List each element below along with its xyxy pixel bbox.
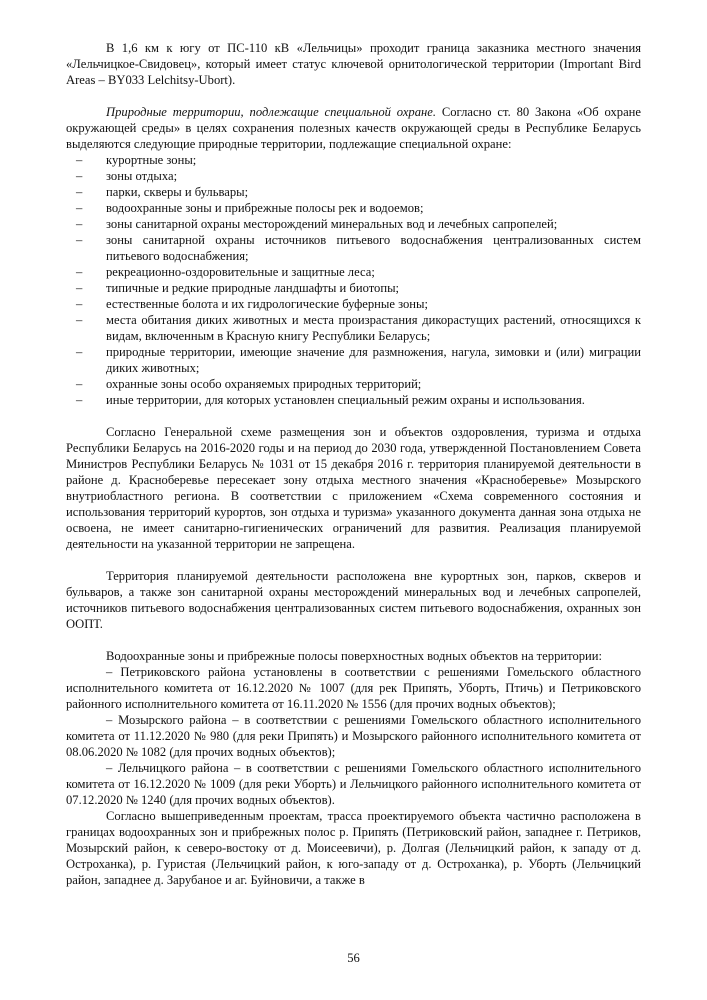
paragraph-mozyr-district: – Мозырского района – в соответствии с решениями Гомельского областного исполнительного комитета от 11.12.2020 № 980 (для реки Припять) и Мозырского районного исполнительного комитета от 08.06.2020 № 1082 (для прочих водных объектов); xyxy=(66,713,641,759)
list-item-text: рекреационно-оздоровительные и защитные леса; xyxy=(106,265,375,279)
spacer xyxy=(66,552,641,568)
list-item xyxy=(66,344,641,376)
list-item-text: иные территории, для которых установлен специальный режим охраны и использования. xyxy=(106,393,585,407)
list-item-text: типичные и редкие природные ландшафты и биотопы; xyxy=(106,281,400,295)
list-item-text: курортные зоны; xyxy=(106,153,197,167)
list-dash: – xyxy=(76,281,83,295)
list-item xyxy=(66,312,641,344)
list-dash: – xyxy=(76,217,83,231)
list-item xyxy=(66,152,641,168)
paragraph-lelchitsy-district: – Лельчицкого района – в соответствии с решениями Гомельского областного исполнительного комитета от 16.12.2020 № 1009 (для реки Уборть) и Лельчицкого районного исполнительного комитета от 07.12.2020 № 1240 (для прочих водных объектов). xyxy=(66,761,641,807)
list-item-text: парки, скверы и бульвары; xyxy=(106,185,249,199)
list-item xyxy=(66,216,641,232)
list-item xyxy=(66,184,641,200)
paragraph-protected-territories xyxy=(66,104,641,152)
paragraph-text: Согласно ст. 80 Закона «Об охране окружающей среды» в целях сохранения полезных качеств окружающей среды в Республике Беларусь выделяются следующие природные территории, подлежащие специальной охране: xyxy=(66,105,641,151)
list-item-text: природные территории, имеющие значение для размножения, нагула, зимовки и (или) миграции диких животных; xyxy=(106,345,641,375)
paragraph-petrikov-district: – Петриковского района установлены в соответствии с решениями Гомельского областного исполнительного комитета от 16.12.2020 № 1007 (для рек Припять, Уборть, Птичь) и Петриковского районного исполнительного комитета от 16.11.2020 № 1556 (для прочих водных объектов); xyxy=(66,665,641,711)
list-item-text: водоохранные зоны и прибрежные полосы рек и водоемов; xyxy=(106,201,424,215)
document-body xyxy=(66,40,641,888)
spacer xyxy=(66,88,641,104)
protected-territories-list xyxy=(66,152,641,408)
list-item-text: места обитания диких животных и места произрастания дикорастущих растений, относящихся к видам, включенным в Красную книгу Республики Беларусь; xyxy=(106,313,641,343)
page-number: 56 xyxy=(347,951,360,965)
italic-heading: Природные территории, подлежащие специальной охране. xyxy=(106,105,437,119)
list-item xyxy=(66,376,641,392)
list-dash: – xyxy=(76,169,83,183)
list-item xyxy=(66,280,641,296)
list-item-text: зоны санитарной охраны месторождений минеральных вод и лечебных сапропелей; xyxy=(106,217,558,231)
list-item xyxy=(66,392,641,408)
list-dash: – xyxy=(76,297,83,311)
list-item xyxy=(66,296,641,312)
list-dash: – xyxy=(76,233,83,247)
list-item-text: охранные зоны особо охраняемых природных территорий; xyxy=(106,377,422,391)
list-item-text: зоны отдыха; xyxy=(106,169,178,183)
list-item xyxy=(66,168,641,184)
list-dash: – xyxy=(76,393,83,407)
paragraph-territory-location: Территория планируемой деятельности расположена вне курортных зон, парков, скверов и бульваров, а также зон санитарной охраны месторождений минеральных вод и лечебных сапропелей, источников питьевого водоснабжения централизованных систем питьевого водоснабжения, охранных зон ООПТ. xyxy=(66,569,641,631)
list-item xyxy=(66,200,641,216)
paragraph-water-zones-intro: Водоохранные зоны и прибрежные полосы поверхностных водных объектов на территории: xyxy=(106,649,603,663)
paragraph-route-location: Согласно вышеприведенным проектам, трасса проектируемого объекта частично расположена в границах водоохранных зон и прибрежных полос р. Припять (Петриковский район, западнее г. Петриков, Мозырский район, к северо-востоку от д. Моисеевичи), р. Долгая (Лельчицкий район, к западу от д. Остроханка), р. Гуристая (Лельчицкий район, к юго-западу от д. Остроханка), р. Уборть (Лельчицкий район, западнее д. Зарубаное и аг. Буйновичи, а также в xyxy=(66,809,641,887)
list-dash: – xyxy=(76,377,83,391)
list-item-text: естественные болота и их гидрологические буферные зоны; xyxy=(106,297,429,311)
list-item xyxy=(66,264,641,280)
spacer xyxy=(66,408,641,424)
list-item xyxy=(66,232,641,264)
list-dash: – xyxy=(76,313,83,327)
list-dash: – xyxy=(76,201,83,215)
list-dash: – xyxy=(76,345,83,359)
list-dash: – xyxy=(76,153,83,167)
spacer xyxy=(66,632,641,648)
list-item-text: зоны санитарной охраны источников питьевого водоснабжения централизованных систем питьевого водоснабжения; xyxy=(106,233,641,263)
list-dash: – xyxy=(76,265,83,279)
list-dash: – xyxy=(76,185,83,199)
paragraph-general-scheme: Согласно Генеральной схеме размещения зон и объектов оздоровления, туризма и отдыха Республики Беларусь на 2016-2020 годы и на период до 2030 года, утвержденной Постановлением Совета Министров Республики Беларусь № 1031 от 15 декабря 2016 г. территория планируемой деятельности в районе д. Красноберевье пересекает зону отдыха местного значения «Красноберевье» Мозырского внутриобластного региона. В соответствии с приложением «Схема современного состояния и использования территорий курортов, зон отдыха и туризма» указанного документа данная зона отдыха не освоена, не имеет санитарно-гигиенических ограничений для развития. Реализация планируемой деятельности на указанной территории не запрещена. xyxy=(66,425,641,551)
paragraph-reserve: В 1,6 км к югу от ПС-110 кВ «Лельчицы» проходит граница заказника местного значения «Лельчицкое-Свидовец», который имеет статус ключевой орнитологической территории (Important Bird Areas – BY033 Lelchitsy-Ubort). xyxy=(66,41,641,87)
